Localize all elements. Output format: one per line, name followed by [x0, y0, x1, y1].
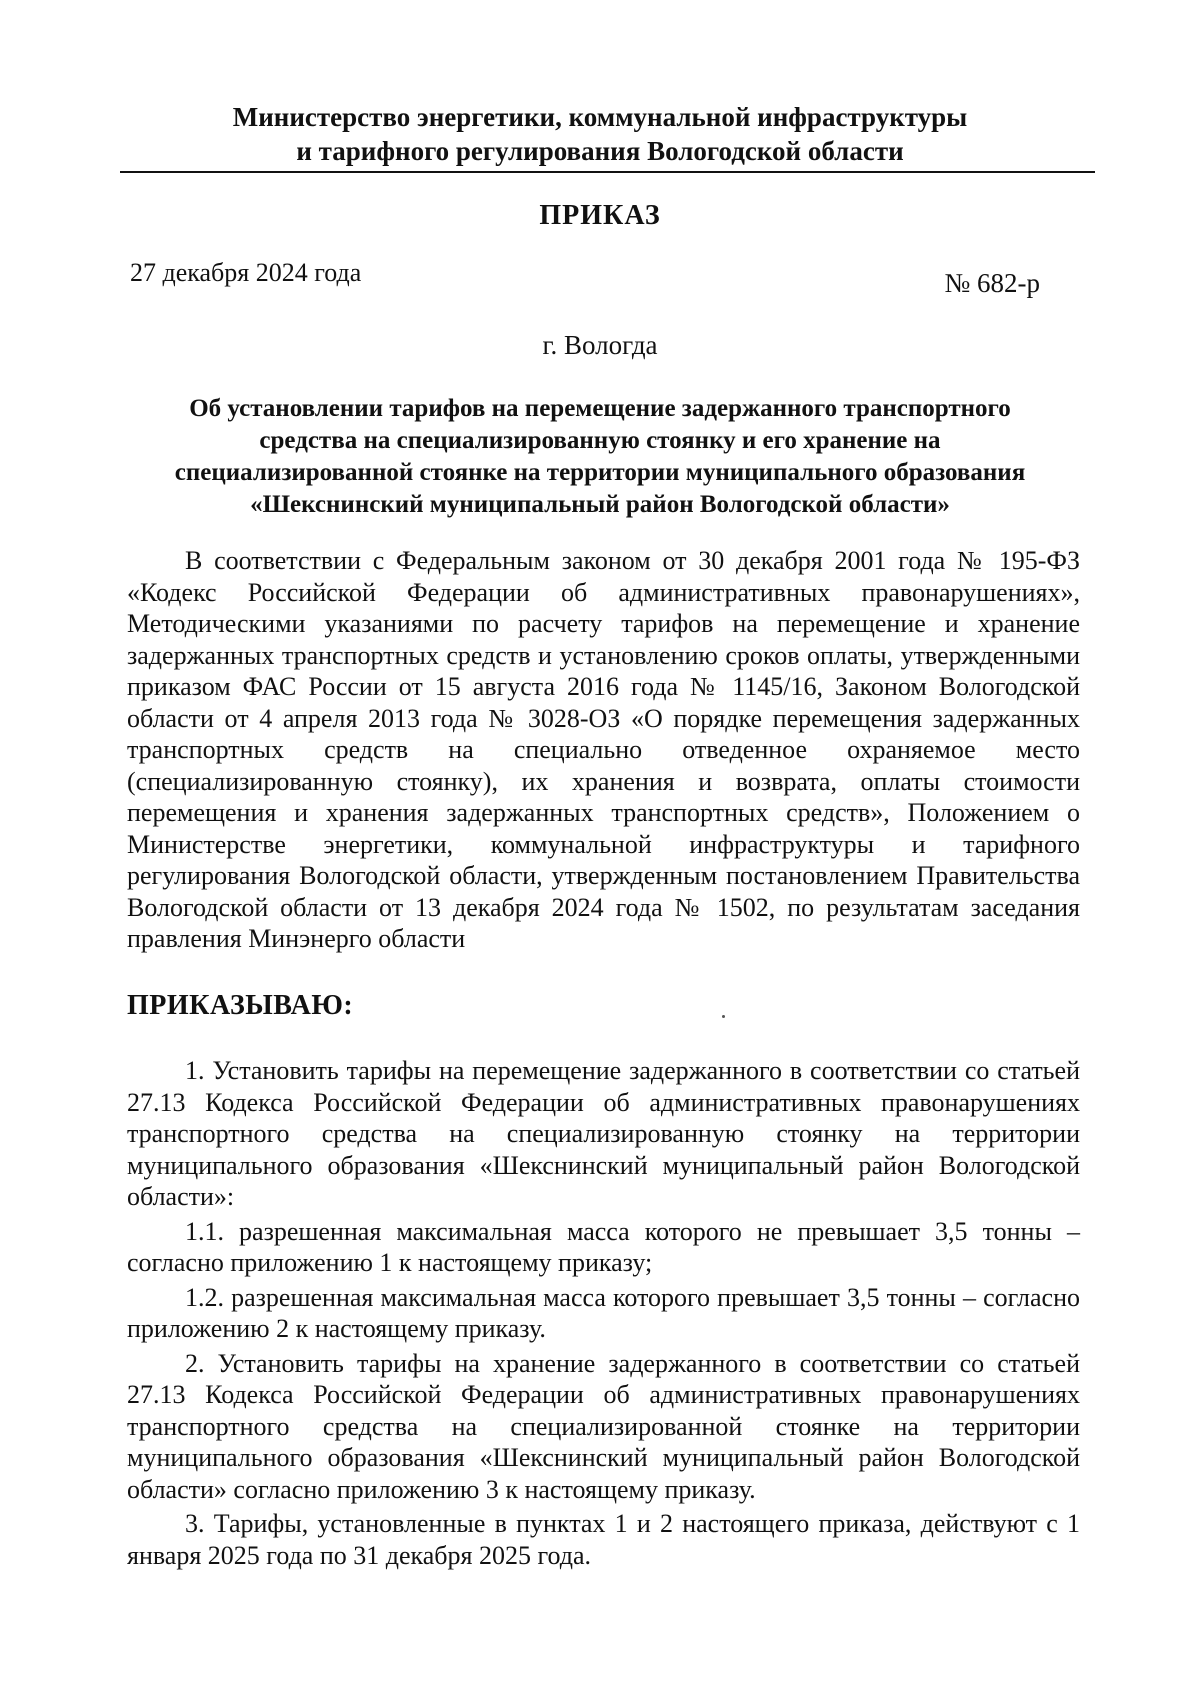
order-number: № 682-р [944, 268, 1040, 298]
order-item-1-1: 1.1. разрешенная максимальная масса которого не превышает 3,5 тонны – согласно приложению 1 к настоящему приказу; [127, 1216, 1080, 1277]
order-date: 27 декабря 2024 года [130, 258, 362, 287]
ministry-header [120, 100, 1080, 168]
subject-line: Об установлении тарифов на перемещение задержанного транспортного [189, 395, 1011, 422]
decree-heading: ПРИКАЗЫВАЮ: [127, 990, 354, 1021]
order-item-1-2: 1.2. разрешенная максимальная масса которого превышает 3,5 тонны – согласно приложению 2 к настоящему приказу. [127, 1282, 1080, 1343]
order-items [127, 1055, 1080, 1574]
subject-line: «Шекснинский муниципальный район Вологодской области» [250, 491, 950, 518]
header-divider [120, 171, 1095, 173]
subject-line: специализированной стоянке на территории муниципального образования [174, 459, 1026, 486]
preamble-paragraph: В соответствии с Федеральным законом от 30 декабря 2001 года № 195-ФЗ «Кодекс Российской Федерации об административных правонарушениях», Методическими указаниями по расчету тарифов на перемещение и хранение задержанных транспортных средств и установлению сроков оплаты, утвержденными приказом ФАС России от 15 августа 2016 года № 1145/16, Законом Вологодской области от 4 апреля 2013 года № 3028-ОЗ «О порядке перемещения задержанных транспортных средств на специально отведенное охраняемое место (специализированную стоянку), их хранения и возврата, оплаты стоимости перемещения и хранения задержанных транспортных средств», Положением о Министерстве энергетики, коммунальной инфраструктуры и тарифного регулирования Вологодской области, утвержденным постановлением Правительства Вологодской области от 13 декабря 2024 года № 1502, по результатам заседания правления Минэнерго области [127, 546, 1080, 953]
order-item-2: 2. Установить тарифы на хранение задержанного в соответствии со статьей 27.13 Кодекса Российской Федерации об административных правонарушениях транспортного средства на специализированной стоянке на территории муниципального образования «Шекснинский муниципальный район Вологодской области» согласно приложению 3 к настоящему приказу. [127, 1348, 1080, 1504]
ministry-name-line2: и тарифного регулирования Вологодской области [296, 136, 904, 166]
ministry-name-line1: Министерство энергетики, коммунальной инфраструктуры [232, 102, 968, 132]
scan-speck [722, 1015, 725, 1018]
order-subject [130, 393, 1070, 521]
subject-line: средства на специализированную стоянку и его хранение на [259, 427, 941, 454]
order-city: г. Вологда [542, 330, 658, 360]
order-title: ПРИКАЗ [539, 200, 661, 231]
order-item-3: 3. Тарифы, установленные в пунктах 1 и 2 настоящего приказа, действуют с 1 января 2025 года по 31 декабря 2025 года. [127, 1509, 1080, 1570]
order-item-1: 1. Установить тарифы на перемещение задержанного в соответствии со статьей 27.13 Кодекса Российской Федерации об административных правонарушениях транспортного средства на специализированную стоянку на территории муниципального образования «Шекснинский муниципальный район Вологодской области»: [127, 1056, 1080, 1211]
preamble [127, 545, 1080, 955]
